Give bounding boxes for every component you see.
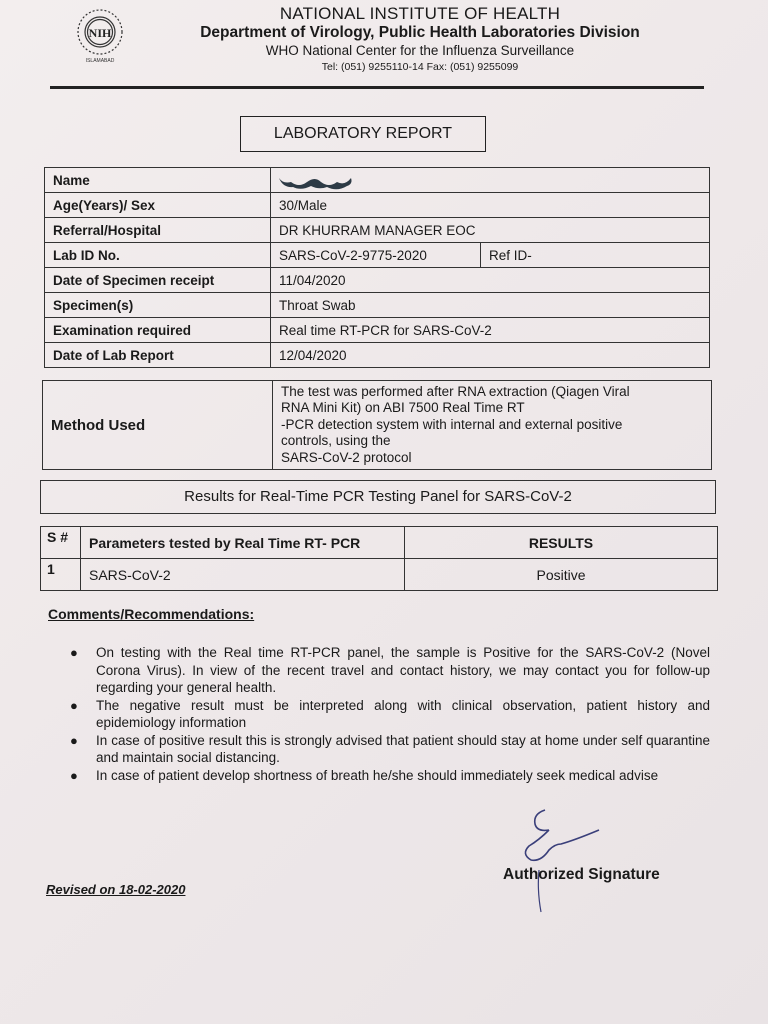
info-value: 12/04/2020 bbox=[271, 343, 710, 368]
institute-logo bbox=[70, 6, 130, 64]
comment-text: In case of positive result this is strongly advised that patient should stay at home under self quarantine and maintain social distancing. bbox=[96, 732, 710, 765]
list-item bbox=[70, 732, 710, 767]
bullet-icon: ● bbox=[70, 732, 78, 748]
info-label: Date of Specimen receipt bbox=[45, 268, 271, 293]
comment-text: On testing with the Real time RT-PCR panel, the sample is Positive for the SARS-CoV-2 (Novel Corona Virus). In view of the recent travel and contact history, we may contact you for follow-up regarding your general health. bbox=[96, 645, 710, 695]
method-line: SARS-CoV-2 protocol bbox=[281, 449, 412, 465]
table-row bbox=[41, 559, 718, 591]
logo-text: NIH bbox=[88, 26, 112, 40]
method-table bbox=[42, 380, 712, 470]
info-value: 11/04/2020 bbox=[271, 268, 710, 293]
bullet-icon: ● bbox=[70, 645, 78, 660]
results-table bbox=[40, 526, 718, 591]
header-serial: S # bbox=[41, 527, 81, 559]
handwritten-signature bbox=[515, 800, 615, 915]
row-result: Positive bbox=[405, 559, 718, 591]
list-item bbox=[70, 697, 710, 732]
info-value: Throat Swab bbox=[271, 293, 710, 318]
row-parameter: SARS-CoV-2 bbox=[81, 559, 405, 591]
info-label: Date of Lab Report bbox=[45, 343, 271, 368]
contact-line: Tel: (051) 9255110-14 Fax: (051) 9255099 bbox=[321, 61, 519, 73]
comment-text: The negative result must be interpreted along with clinical observation, patient history and epidemiology information bbox=[96, 697, 710, 730]
method-line: RNA Mini Kit) on ABI 7500 Real Time RT bbox=[281, 400, 525, 416]
list-item bbox=[70, 767, 710, 785]
info-row bbox=[45, 193, 710, 218]
info-label: Name bbox=[45, 168, 271, 193]
info-row bbox=[45, 243, 710, 268]
comment-text: In case of patient develop shortness of breath he/she should immediately seek medical advise bbox=[96, 767, 659, 783]
info-label: Age(Years)/ Sex bbox=[45, 193, 271, 218]
info-row bbox=[45, 268, 710, 293]
info-value: SARS-CoV-2-9775-2020 bbox=[271, 243, 481, 268]
header-result: RESULTS bbox=[405, 527, 718, 559]
info-row bbox=[45, 318, 710, 343]
institute-name: NATIONAL INSTITUTE OF HEALTH bbox=[279, 4, 561, 23]
results-title: Results for Real-Time PCR Testing Panel for SARS-CoV-2 bbox=[40, 480, 716, 514]
info-label: Referral/Hospital bbox=[45, 218, 271, 243]
comments-list bbox=[70, 644, 710, 784]
results-header-row bbox=[41, 527, 718, 559]
logo-caption: ISLAMABAD bbox=[85, 58, 115, 64]
info-row bbox=[45, 168, 710, 193]
department-name: Department of Virology, Public Health Laboratories Division bbox=[200, 24, 640, 41]
header-rule bbox=[50, 86, 704, 89]
center-name: WHO National Center for the Influenza Surveillance bbox=[265, 43, 575, 58]
info-label: Lab ID No. bbox=[45, 243, 271, 268]
method-line: controls, using the bbox=[281, 433, 391, 449]
patient-info-table bbox=[44, 167, 710, 368]
info-row bbox=[45, 293, 710, 318]
report-title: LABORATORY REPORT bbox=[240, 116, 486, 152]
method-line: -PCR detection system with internal and external positive bbox=[281, 416, 623, 432]
method-description bbox=[273, 381, 712, 470]
method-line: The test was performed after RNA extraction (Qiagen Viral bbox=[281, 383, 630, 399]
list-item bbox=[70, 644, 710, 697]
info-row bbox=[45, 218, 710, 243]
info-value: 30/Male bbox=[271, 193, 710, 218]
info-row bbox=[45, 343, 710, 368]
bullet-icon: ● bbox=[70, 697, 78, 713]
info-value: DR KHURRAM MANAGER EOC bbox=[271, 218, 710, 243]
header-parameter: Parameters tested by Real Time RT- PCR bbox=[81, 527, 405, 559]
method-label: Method Used bbox=[43, 381, 273, 470]
authorized-signature-label: Authorized Signature bbox=[503, 866, 660, 883]
info-label: Examination required bbox=[45, 318, 271, 343]
ref-id: Ref ID- bbox=[481, 243, 710, 268]
info-label: Specimen(s) bbox=[45, 293, 271, 318]
bullet-icon: ● bbox=[70, 767, 78, 783]
name-redaction-mark bbox=[277, 170, 357, 192]
info-value: Real time RT-PCR for SARS-CoV-2 bbox=[271, 318, 710, 343]
revised-date: Revised on 18-02-2020 bbox=[46, 882, 186, 897]
comments-heading: Comments/Recommendations: bbox=[48, 606, 255, 622]
row-serial: 1 bbox=[41, 559, 81, 591]
